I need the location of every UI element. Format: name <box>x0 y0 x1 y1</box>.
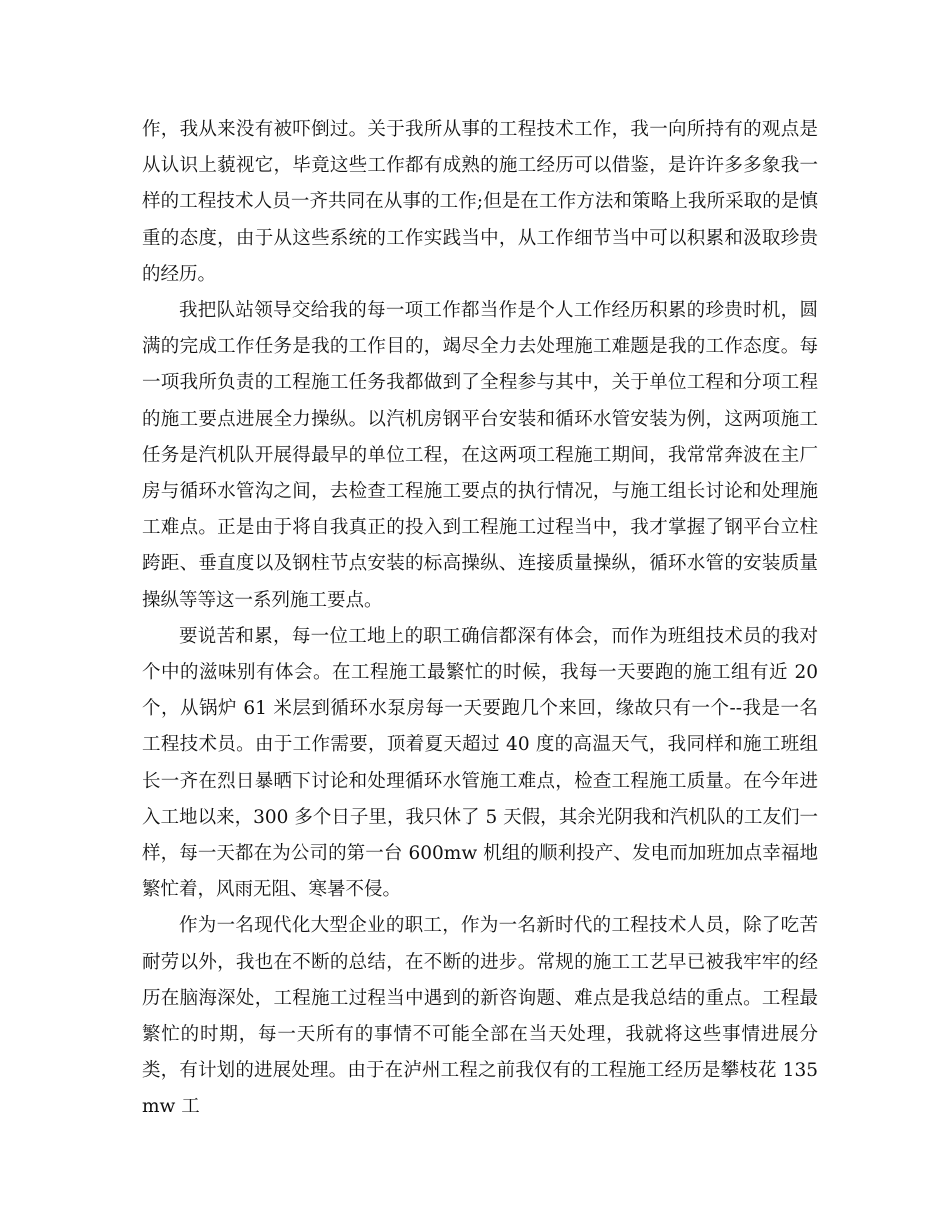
paragraph-1: 作，我从来没有被吓倒过。关于我所从事的工程技术工作，我一向所持有的观点是从认识上藐视它，毕竟这些工作都有成熟的施工经历可以借鉴，是许许多多象我一样的工程技术人员一齐共同在从事的工作;但是在工作方法和策略上我所采取的是慎重的态度，由于从这些系统的工作实践当中，从工作细节当中可以积累和汲取珍贵的经历。 <box>142 119 818 285</box>
paragraph-2: 我把队站领导交给我的每一项工作都当作是个人工作经历积累的珍贵时机，圆满的完成工作任务是我的工作目的，竭尽全力去处理施工难题是我的工作态度。每一项我所负责的工程施工任务我都做到了全程参与其中，关于单位工程和分项工程的施工要点进展全力操纵。以汽机房钢平台安装和循环水管安装为例，这两项施工任务是汽机队开展得最早的单位工程，在这两项工程施工期间，我常常奔波在主厂房与循环水管沟之间，去检查工程施工要点的执行情况，与施工组长讨论和处理施工难点。正是由于将自我真正的投入到工程施工过程当中，我才掌握了钢平台立柱跨距、垂直度以及钢柱节点安装的标高操纵、连接质量操纵，循环水管的安装质量操纵等等这一系列施工要点。 <box>142 300 818 611</box>
document-body <box>142 112 818 1126</box>
paragraph-3: 要说苦和累，每一位工地上的职工确信都深有体会，而作为班组技术员的我对个中的滋味别有体会。在工程施工最繁忙的时候，我每一天要跑的施工组有近 20个，从锅炉 61 米层到循环水泵房每一天要跑几个来回，缘故只有一个--我是一名工程技术员。由于工作需要，顶着夏天超过 40 度的高温天气，我同样和施工班组长一齐在烈日暴晒下讨论和处理循环水管施工难点，检查工程施工质量。在今年进入工地以来，300 多个日子里，我只休了 5 天假，其余光阴我和汽机队的工友们一样，每一天都在为公司的第一台 600mw 机组的顺利投产、发电而加班加点幸福地繁忙着，风雨无阻、寒暑不侵。 <box>142 625 818 901</box>
paragraph-4: 作为一名现代化大型企业的职工，作为一名新时代的工程技术人员，除了吃苦耐劳以外，我也在不断的总结，在不断的进步。常规的施工工艺早已被我牢牢的经历在脑海深处，工程施工过程当中遇到的新咨询题、难点是我总结的重点。工程最繁忙的时期，每一天所有的事情不可能全部在当天处理，我就将这些事情进展分类，有计划的进展处理。由于在泸州工程之前我仅有的工程施工经历是攀枝花 135mw 工 <box>142 915 818 1118</box>
